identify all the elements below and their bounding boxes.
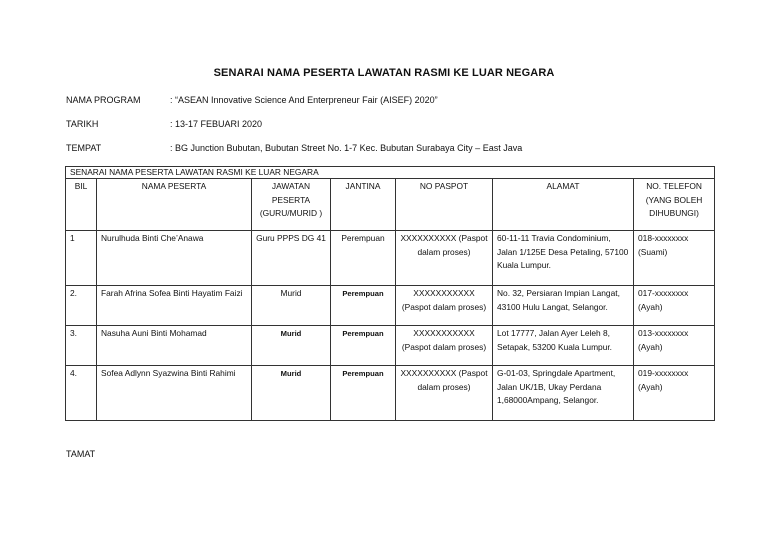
meta-label: TARIKH	[66, 119, 99, 129]
cell-bil: 3.	[66, 326, 97, 366]
header-bil: BIL	[66, 179, 97, 231]
cell-nama: Sofea Adlynn Syazwina Binti Rahimi	[97, 366, 252, 421]
header-nama: NAMA PESERTA	[97, 179, 252, 231]
cell-paspot: XXXXXXXXXXX (Paspot dalam proses)	[396, 326, 493, 366]
meta-value: : BG Junction Bubutan, Bubutan Street No. 1-7 Kec. Bubutan Surabaya City – East Java	[170, 143, 523, 153]
cell-telefon: 017-xxxxxxxx (Ayah)	[634, 286, 715, 326]
header-jantina: JANTINA	[331, 179, 396, 231]
cell-jantina: Perempuan	[331, 366, 396, 421]
cell-bil: 1	[66, 231, 97, 286]
table-caption-row	[66, 167, 715, 179]
table-caption: SENARAI NAMA PESERTA LAWATAN RASMI KE LUAR NEGARA	[66, 167, 715, 179]
cell-jantina: Perempuan	[331, 286, 396, 326]
cell-jantina: Perempuan	[331, 231, 396, 286]
document-title: SENARAI NAMA PESERTA LAWATAN RASMI KE LUAR NEGARA	[213, 67, 555, 79]
cell-alamat: G-01-03, Springdale Apartment, Jalan UK/1B, Ukay Perdana 1,68000Ampang, Selangor.	[493, 366, 634, 421]
table-row	[66, 326, 715, 366]
cell-jawatan: Murid	[252, 326, 331, 366]
document-footer: TAMAT	[66, 449, 96, 459]
header-paspot: NO PASPOT	[396, 179, 493, 231]
cell-alamat: Lot 17777, Jalan Ayer Leleh 8, Setapak, 53200 Kuala Lumpur.	[493, 326, 634, 366]
meta-value: : 13-17 FEBUARI 2020	[170, 119, 263, 129]
cell-jawatan: Guru PPPS DG 41	[252, 231, 331, 286]
table-row	[66, 286, 715, 326]
table-header-row	[66, 179, 715, 231]
cell-nama: Nurulhuda Binti Che’Anawa	[97, 231, 252, 286]
cell-jantina: Perempuan	[331, 326, 396, 366]
table-row	[66, 231, 715, 286]
meta-value: : “ASEAN Innovative Science And Enterpreneur Fair (AISEF) 2020”	[170, 95, 438, 105]
header-jawatan: JAWATAN PESERTA (GURU/MURID )	[252, 179, 331, 231]
cell-bil: 2.	[66, 286, 97, 326]
cell-paspot: XXXXXXXXXX (Paspot dalam proses)	[396, 366, 493, 421]
cell-telefon: 013-xxxxxxxx (Ayah)	[634, 326, 715, 366]
cell-nama: Farah Afrina Sofea Binti Hayatim Faizi	[97, 286, 252, 326]
header-telefon: NO. TELEFON (YANG BOLEH DIHUBUNGI)	[634, 179, 715, 231]
cell-jawatan: Murid	[252, 286, 331, 326]
cell-paspot: XXXXXXXXXX (Paspot dalam proses)	[396, 231, 493, 286]
participant-table	[65, 166, 715, 421]
meta-label: NAMA PROGRAM	[66, 95, 141, 105]
table-row	[66, 366, 715, 421]
cell-jawatan: Murid	[252, 366, 331, 421]
cell-bil: 4.	[66, 366, 97, 421]
cell-telefon: 018-xxxxxxxx (Suami)	[634, 231, 715, 286]
cell-telefon: 019-xxxxxxxx (Ayah)	[634, 366, 715, 421]
meta-label: TEMPAT	[66, 143, 102, 153]
cell-paspot: XXXXXXXXXXX (Paspot dalam proses)	[396, 286, 493, 326]
cell-nama: Nasuha Auni Binti Mohamad	[97, 326, 252, 366]
cell-alamat: No. 32, Persiaran Impian Langat, 43100 Hulu Langat, Selangor.	[493, 286, 634, 326]
header-alamat: ALAMAT	[493, 179, 634, 231]
cell-alamat: 60-11-11 Travia Condominium, Jalan 1/125E Desa Petaling, 57100 Kuala Lumpur.	[493, 231, 634, 286]
